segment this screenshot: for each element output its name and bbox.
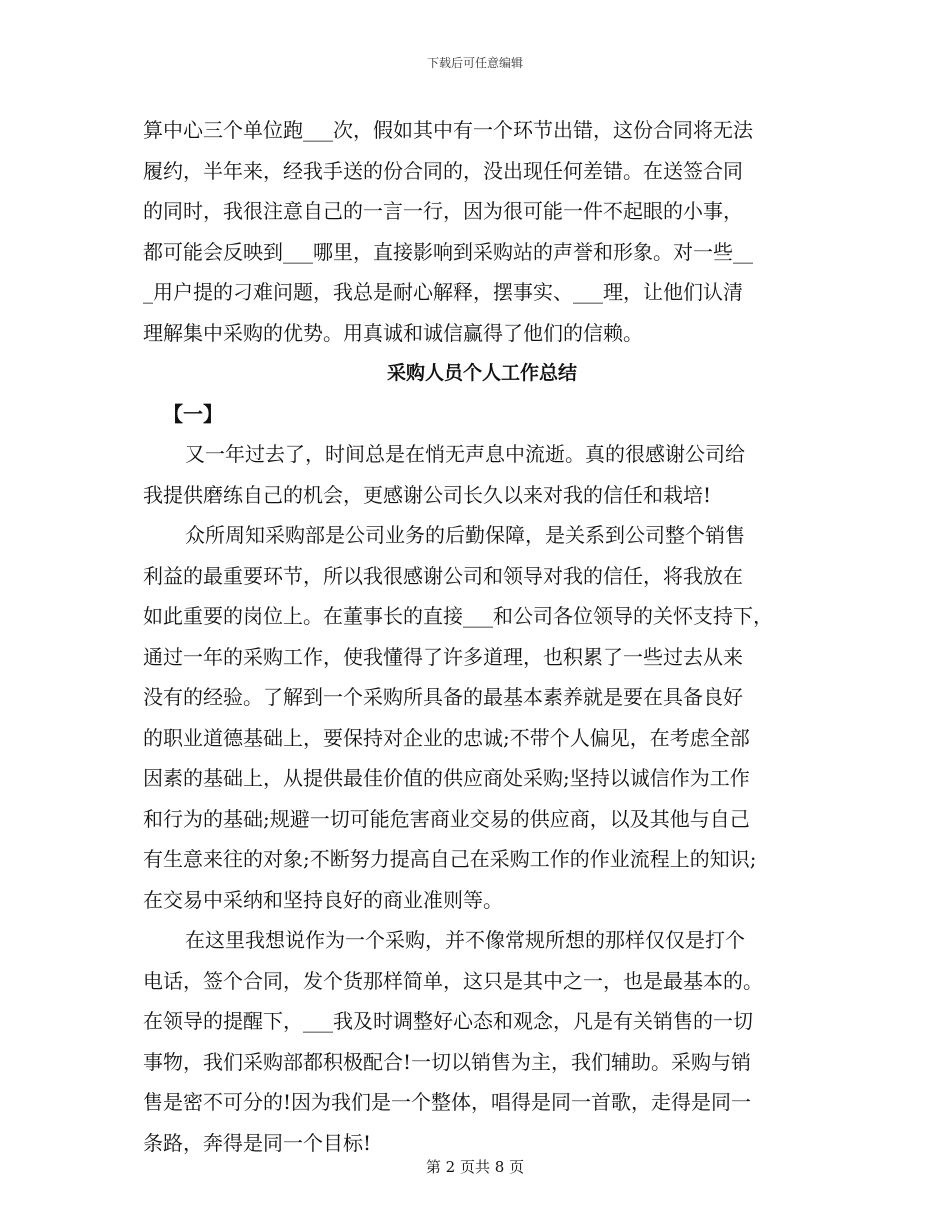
text-line: 理解集中采购的优势。用真诚和诚信赢得了他们的信赖。 bbox=[143, 320, 643, 345]
text-line: 事物，我们采购部都积极配合!一切以销售为主，我们辅助。采购与销 bbox=[143, 1049, 752, 1074]
paragraph-first-line: 众所周知采购部是公司业务的后勤保障，是关系到公司整个销售 bbox=[185, 523, 745, 547]
text-line: 和行为的基础;规避一切可能危害商业交易的供应商，以及其他与自己 bbox=[143, 806, 750, 831]
text-line: 电话，签个合同，发个货那样简单，这只是其中之一，也是最基本的。 bbox=[143, 968, 763, 993]
section-title: 采购人员个人工作总结 bbox=[386, 362, 577, 384]
text-line: 在领导的提醒下，___我及时调整好心态和观念，凡是有关销售的一切 bbox=[143, 1009, 753, 1033]
paragraph-first-line: 又一年过去了，时间总是在悄无声息中流逝。真的很感谢公司给 bbox=[185, 442, 745, 466]
text-line: 有生意来往的对象;不断努力提高自己在采购工作的作业流程上的知识; bbox=[143, 847, 757, 871]
text-line: 在交易中采纳和坚持良好的商业准则等。 bbox=[143, 887, 503, 912]
text-line: 如此重要的岗位上。在董事长的直接___和公司各位领导的关怀支持下， bbox=[143, 604, 773, 628]
section-marker: 【一】 bbox=[163, 401, 223, 426]
text-line: 条路，奔得是同一个目标! bbox=[143, 1130, 372, 1155]
text-line: 都可能会反映到___哪里，直接影响到采购站的声誉和形象。对一些__ bbox=[143, 239, 753, 264]
text-line: 通过一年的采购工作，使我懂得了许多道理，也积累了一些过去从来 bbox=[143, 644, 743, 669]
text-line: _用户提的刁难问题，我总是耐心解释，摆事实、___理，让他们认清 bbox=[143, 280, 743, 304]
text-line: 没有的经验。了解到一个采购所具备的最基本素养就是要在具备良好 bbox=[143, 685, 743, 709]
text-line: 的职业道德基础上，要保持对企业的忠诚;不带个人偏见，在考虑全部 bbox=[143, 725, 750, 750]
text-line: 的同时，我很注意自己的一言一行，因为很可能一件不起眼的小事， bbox=[143, 199, 743, 223]
text-line: 因素的基础上，从提供最佳价值的供应商处采购;坚持以诚信作为工作 bbox=[143, 766, 750, 790]
text-line: 我提供磨练自己的机会，更感谢公司长久以来对我的信任和栽培! bbox=[143, 482, 712, 507]
text-line: 履约，半年来，经我手送的份合同的，没出现任何差错。在送签合同 bbox=[143, 158, 743, 183]
text-line: 利益的最重要环节，所以我很感谢公司和领导对我的信任，将我放在 bbox=[143, 563, 743, 588]
paragraph-first-line: 在这里我想说作为一个采购，并不像常规所想的那样仅仅是打个 bbox=[185, 928, 745, 952]
page-header: 下载后可任意编辑 bbox=[426, 56, 523, 70]
page-footer: 第 2 页共 8 页 bbox=[425, 1158, 525, 1176]
text-line: 算中心三个单位跑___次，假如其中有一个环节出错，这份合同将无法 bbox=[143, 118, 753, 142]
document-body bbox=[143, 110, 815, 1163]
text-line: 售是密不可分的!因为我们是一个整体，唱得是同一首歌，走得是同一 bbox=[143, 1090, 752, 1114]
